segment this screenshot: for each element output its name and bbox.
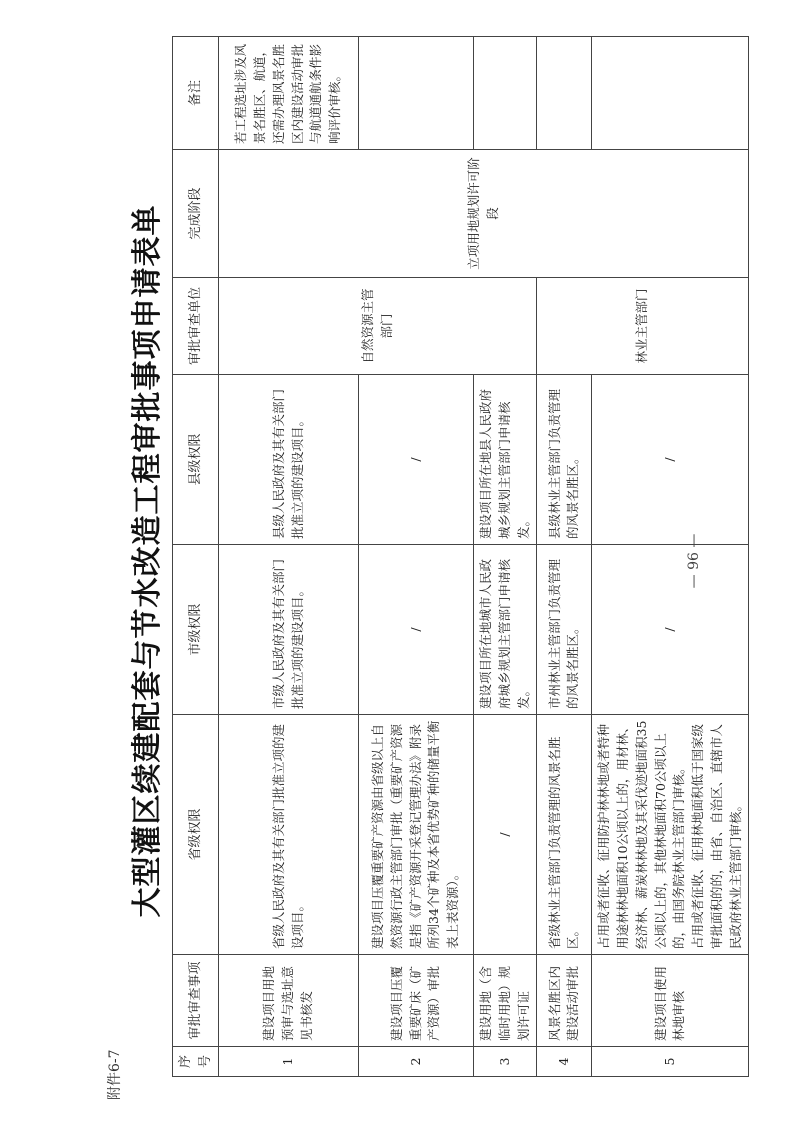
row-5-item: 建设项目使用林地审核 <box>592 955 749 1047</box>
page-title: 大型灌区续建配套与节水改造工程审批事项申请表单 <box>130 204 165 918</box>
row-2-county: / <box>359 375 474 545</box>
header-unit: 审批审查单位 <box>173 278 219 375</box>
row-4-no: 4 <box>537 1047 592 1077</box>
row-3-city: 建设项目所在地城市人民政府城乡规划主管部门申请核发。 <box>474 545 537 715</box>
header-city: 市级权限 <box>173 545 219 715</box>
row-1-city: 市级人民政府及其有关部门批准立项的建设项目。 <box>219 545 359 715</box>
row-5-no: 5 <box>592 1047 749 1077</box>
row-3-province: / <box>474 715 537 955</box>
stage-cell: 立项用地规划许可阶段 <box>219 150 749 278</box>
header-item: 审批审查事项 <box>173 955 219 1047</box>
row-5-province-line-1: 占用或者征收、征用防护林林地或者特种用途林林地面积10公顷以上的，用材林、经济林、薪炭林林地及其采伐迹地面积35公顷以上的，其他林地面积70公顷以上的，由国务院林业主管部门审核。 <box>596 720 687 949</box>
row-4-province: 省级林业主管部门负责管理的风景名胜区。 <box>537 715 592 955</box>
row-4-city: 市州林业主管部门负责管理的风景名胜区。 <box>537 545 592 715</box>
row-5-province <box>592 715 749 955</box>
row-4-item: 风景名胜区内建设活动审批 <box>537 955 592 1047</box>
row-4-remark <box>537 37 592 150</box>
row-1-remark: 若工程选址涉及风景名胜区、航道，还需办理风景名胜区内建设活动审批与航道通航条件影响评价审核。 <box>219 37 359 150</box>
unit-natural-resources: 自然资源主管部门 <box>219 278 537 375</box>
header-province: 省级权限 <box>173 715 219 955</box>
unit-forestry: 林业主管部门 <box>537 278 749 375</box>
header-county: 县级权限 <box>173 375 219 545</box>
row-5-county: / <box>592 375 749 545</box>
row-1-province: 省级人民政府及其有关部门批准立项的建设项目。 <box>219 715 359 955</box>
row-5-city: / <box>592 545 749 715</box>
row-2-item: 建设项目压覆重要矿床（矿产资源）审批 <box>359 955 474 1047</box>
row-1-county: 县级人民政府及其有关部门批准立项的建设项目。 <box>219 375 359 545</box>
table-header-row <box>173 37 219 1077</box>
attachment-label: 附件6-7 <box>107 1049 123 1100</box>
page-number: — 96 — <box>686 533 702 589</box>
row-3-no: 3 <box>474 1047 537 1077</box>
table-row <box>219 37 359 1077</box>
approval-table <box>172 36 749 1077</box>
header-no: 序号 <box>173 1047 219 1077</box>
row-1-item: 建设项目用地预审与选址意见书核发 <box>219 955 359 1047</box>
row-2-remark <box>359 37 474 150</box>
row-2-province: 建设项目压覆重要矿产资源由省级以上自然资源行政主管部门审批（重要矿产资源是指《矿产资源开采登记管理办法》附录所列34个矿种及本省优势矿种的储量平衡表上表资源）。 <box>359 715 474 955</box>
row-3-county: 建设项目所在地县人民政府城乡规划主管部门申请核发。 <box>474 375 537 545</box>
header-stage: 完成阶段 <box>173 150 219 278</box>
row-3-remark <box>474 37 537 150</box>
row-4-county: 县级林业主管部门负责管理的风景名胜区。 <box>537 375 592 545</box>
row-2-no: 2 <box>359 1047 474 1077</box>
row-2-city: / <box>359 545 474 715</box>
row-3-item: 建设用地（含临时用地）规划许可证 <box>474 955 537 1047</box>
row-5-remark <box>592 37 749 150</box>
row-1-no: 1 <box>219 1047 359 1077</box>
header-remark: 备注 <box>173 37 219 150</box>
row-5-province-line-2: 占用或者征收、征用林地面积低于国家级审批面积的的，由省、自治区、直辖市人民政府林业主管部门审核。 <box>690 723 743 949</box>
